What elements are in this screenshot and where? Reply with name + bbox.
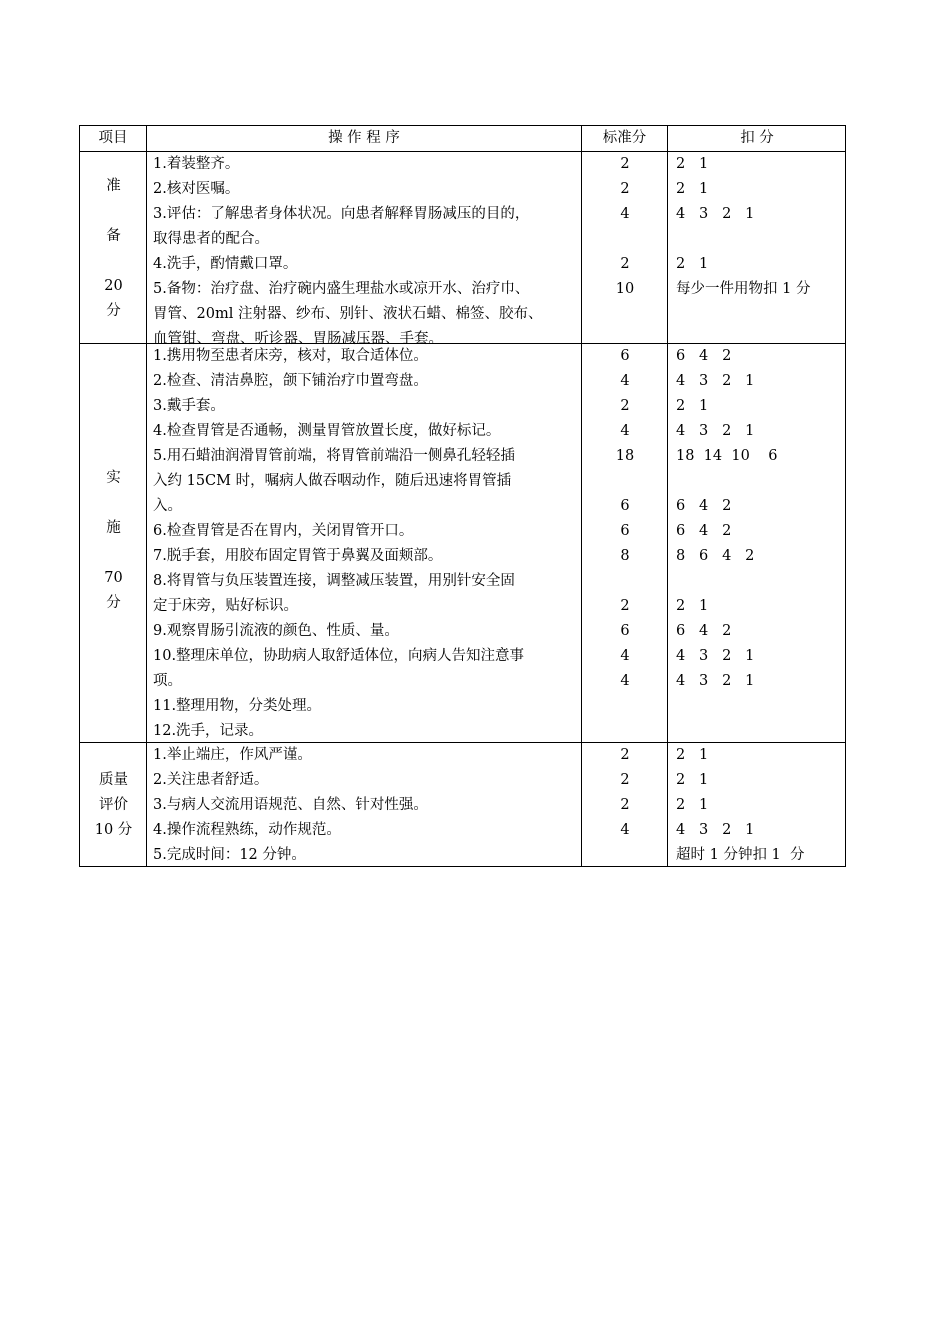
standard-score: 2 [620, 747, 630, 763]
section-label-line: 分 [106, 303, 121, 319]
deduction-value: 2 1 [676, 747, 709, 763]
deduction-value: 2 1 [676, 797, 709, 813]
section-label-line: 备 [106, 228, 121, 244]
procedure-line: 入约 15CM 时，嘱病人做吞咽动作，随后迅速将胃管插 [153, 473, 512, 489]
procedure-line: 2.关注患者舒适。 [153, 772, 269, 788]
procedure-line: 5.备物：治疗盘、治疗碗内盛生理盐水或凉开水、治疗巾、 [153, 281, 530, 297]
deduction-value: 2 1 [676, 181, 709, 197]
procedure-line: 3.与病人交流用语规范、自然、针对性强。 [153, 797, 428, 813]
standard-score: 10 [615, 281, 635, 297]
procedure-line: 入。 [153, 498, 182, 514]
deduction-value: 超时 1 分钟扣 1 分 [676, 847, 805, 863]
deduction-value: 2 1 [676, 598, 709, 614]
standard-score: 8 [620, 548, 630, 564]
header-procedure: 操 作 程 序 [328, 130, 400, 146]
procedure-line: 3.评估：了解患者身体状况。向患者解释胃肠减压的目的， [153, 206, 530, 222]
procedure-line: 8.将胃管与负压装置连接，调整减压装置，用别针安全固 [153, 573, 515, 589]
procedure-line: 12.洗手，记录。 [153, 723, 264, 739]
standard-score: 2 [620, 181, 630, 197]
procedure-line: 定于床旁，贴好标识。 [153, 598, 298, 614]
standard-score: 2 [620, 156, 630, 172]
section-label-line: 10 分 [94, 822, 133, 838]
procedure-line: 血管钳、弯盘、听诊器、胃肠减压器、手套。 [153, 331, 443, 347]
deduction-value: 6 4 2 [676, 498, 732, 514]
section-label-line: 分 [106, 595, 121, 611]
procedure-line: 9.观察胃肠引流液的颜色、性质、量。 [153, 623, 399, 639]
procedure-line: 5.用石蜡油润滑胃管前端，将胃管前端沿一侧鼻孔轻轻插 [153, 448, 515, 464]
standard-score: 4 [620, 673, 630, 689]
deduction-value: 2 1 [676, 156, 709, 172]
procedure-line: 胃管、20ml 注射器、纱布、别针、液状石蜡、棉签、胶布、 [153, 306, 543, 322]
header-standard: 标准分 [602, 130, 647, 146]
procedure-line: 1.携用物至患者床旁，核对，取合适体位。 [153, 348, 428, 364]
deduction-value: 4 3 2 1 [676, 648, 755, 664]
procedure-line: 1.着装整齐。 [153, 156, 240, 172]
scoring-table [79, 125, 846, 867]
standard-score: 2 [620, 398, 630, 414]
deduction-value: 4 3 2 1 [676, 822, 755, 838]
procedure-line: 6.检查胃管是否在胃内，关闭胃管开口。 [153, 523, 414, 539]
standard-score: 6 [620, 623, 630, 639]
standard-score: 6 [620, 498, 630, 514]
deduction-value: 4 3 2 1 [676, 206, 755, 222]
procedure-line: 4.洗手，酌情戴口罩。 [153, 256, 298, 272]
deduction-value: 每少一件用物扣 1 分 [676, 281, 811, 297]
standard-score: 4 [620, 822, 630, 838]
procedure-line: 1.举止端庄，作风严谨。 [153, 747, 312, 763]
standard-score: 4 [620, 206, 630, 222]
deduction-value: 2 1 [676, 398, 709, 414]
procedure-line: 7.脱手套，用胶布固定胃管于鼻翼及面颊部。 [153, 548, 443, 564]
procedure-line: 取得患者的配合。 [153, 231, 269, 247]
deduction-value: 2 1 [676, 772, 709, 788]
procedure-line: 11.整理用物，分类处理。 [153, 698, 322, 714]
deduction-value: 4 3 2 1 [676, 373, 755, 389]
section-label-line: 70 [104, 570, 123, 586]
standard-score: 4 [620, 373, 630, 389]
section-label-line: 质量 [99, 772, 128, 788]
section-label-line: 准 [106, 178, 121, 194]
procedure-line: 3.戴手套。 [153, 398, 225, 414]
standard-score: 6 [620, 348, 630, 364]
section-label-line: 实 [106, 470, 121, 486]
deduction-value: 4 3 2 1 [676, 423, 755, 439]
standard-score: 4 [620, 648, 630, 664]
header-project: 项目 [98, 130, 128, 146]
standard-score: 4 [620, 423, 630, 439]
deduction-value: 18 14 10 6 [676, 448, 778, 464]
standard-score: 2 [620, 772, 630, 788]
standard-score: 2 [620, 598, 630, 614]
procedure-line: 10.整理床单位，协助病人取舒适体位，向病人告知注意事 [153, 648, 525, 664]
deduction-value: 6 4 2 [676, 348, 732, 364]
deduction-value: 6 4 2 [676, 623, 732, 639]
deduction-value: 2 1 [676, 256, 709, 272]
standard-score: 6 [620, 523, 630, 539]
standard-score: 2 [620, 797, 630, 813]
section-label-line: 施 [106, 520, 121, 536]
header-deduction: 扣 分 [740, 130, 774, 146]
procedure-line: 4.操作流程熟练，动作规范。 [153, 822, 341, 838]
section-label-line: 20 [104, 278, 123, 294]
procedure-line: 项。 [153, 673, 182, 689]
standard-score: 2 [620, 256, 630, 272]
procedure-line: 5.完成时间：12 分钟。 [153, 847, 306, 863]
deduction-value: 4 3 2 1 [676, 673, 755, 689]
section-label-line: 评价 [99, 797, 128, 813]
procedure-line: 4.检查胃管是否通畅，测量胃管放置长度，做好标记。 [153, 423, 501, 439]
procedure-line: 2.检查、清洁鼻腔，颌下铺治疗巾置弯盘。 [153, 373, 428, 389]
standard-score: 18 [615, 448, 635, 464]
procedure-line: 2.核对医嘱。 [153, 181, 240, 197]
deduction-value: 8 6 4 2 [676, 548, 755, 564]
deduction-value: 6 4 2 [676, 523, 732, 539]
